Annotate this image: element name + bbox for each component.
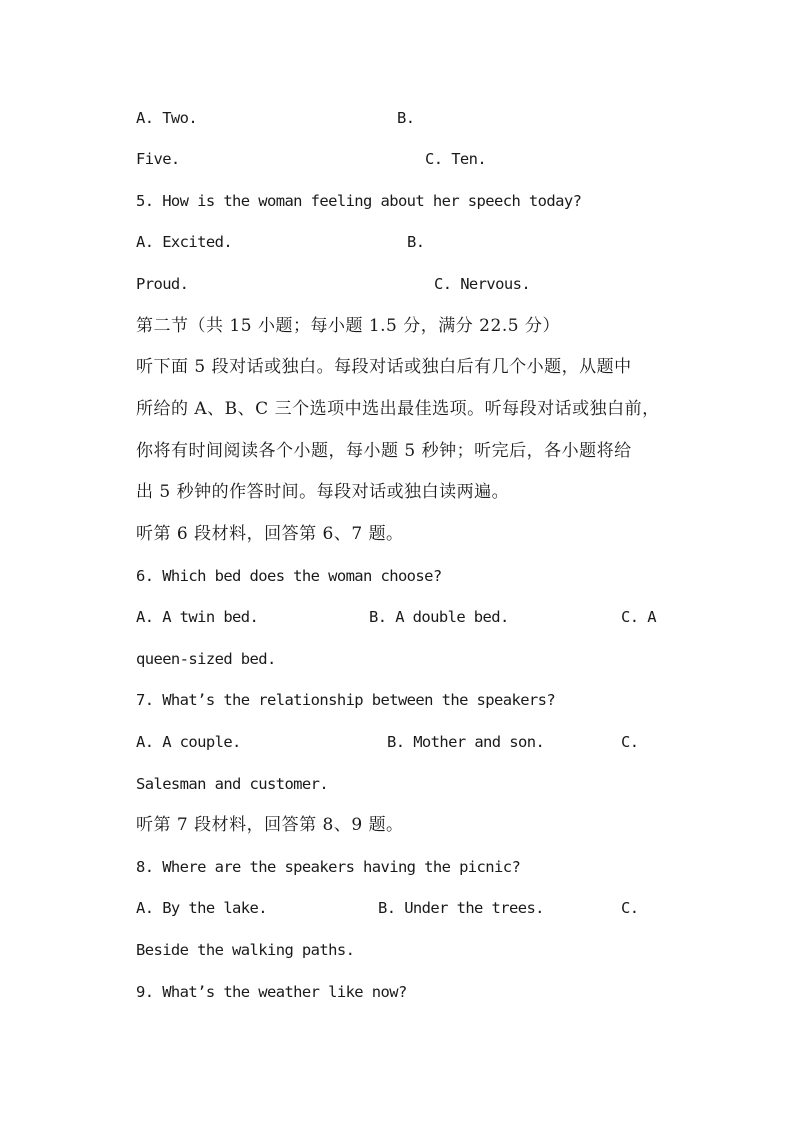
q4-option-b-label: B. bbox=[397, 109, 415, 127]
passage-7-heading: 听第 7 段材料，回答第 8、9 题。 bbox=[136, 815, 404, 835]
q8-option-c-label: C. bbox=[621, 899, 639, 917]
q7-option-b: B. Mother and son. bbox=[387, 733, 545, 751]
instructions-line-4: 出 5 秒钟的作答时间。每段对话或独白读两遍。 bbox=[136, 482, 510, 502]
q6-option-c-text: queen-sized bed. bbox=[136, 650, 276, 668]
q6-option-c-label: C. A bbox=[621, 608, 656, 626]
q7-option-c-label: C. bbox=[621, 733, 639, 751]
q6-question: 6. Which bed does the woman choose? bbox=[136, 567, 442, 585]
q5-question: 5. How is the woman feeling about her speech today? bbox=[136, 192, 582, 210]
passage-6-heading: 听第 6 段材料，回答第 6、7 题。 bbox=[136, 524, 404, 544]
instructions-line-3: 你将有时间阅读各个小题，每小题 5 秒钟；听完后，各小题将给 bbox=[136, 441, 632, 461]
q5-option-b-text: Proud. bbox=[136, 275, 189, 293]
section-2-heading: 第二节（共 15 小题；每小题 1.5 分，满分 22.5 分） bbox=[136, 316, 560, 336]
q5-option-a: A. Excited. bbox=[136, 233, 233, 251]
q4-option-a: A. Two. bbox=[136, 109, 198, 127]
q6-option-a: A. A twin bed. bbox=[136, 608, 259, 626]
q7-question: 7. What’s the relationship between the speakers? bbox=[136, 691, 556, 709]
q8-option-b: B. Under the trees. bbox=[378, 899, 544, 917]
q9-question: 9. What’s the weather like now? bbox=[136, 983, 407, 1001]
q8-option-a: A. By the lake. bbox=[136, 899, 267, 917]
q5-option-b-label: B. bbox=[407, 233, 425, 251]
q8-option-c-text: Beside the walking paths. bbox=[136, 941, 355, 959]
instructions-line-2: 所给的 A、B、C 三个选项中选出最佳选项。听每段对话或独白前， bbox=[136, 399, 660, 419]
instructions-line-1: 听下面 5 段对话或独白。每段对话或独白后有几个小题，从题中 bbox=[136, 357, 632, 377]
q6-option-b: B. A double bed. bbox=[369, 608, 509, 626]
q4-option-c: C. Ten. bbox=[425, 150, 487, 168]
q7-option-c-text: Salesman and customer. bbox=[136, 775, 329, 793]
q8-question: 8. Where are the speakers having the picnic? bbox=[136, 858, 521, 876]
q4-option-b-text: Five. bbox=[136, 150, 180, 168]
q7-option-a: A. A couple. bbox=[136, 733, 241, 751]
q5-option-c: C. Nervous. bbox=[434, 275, 531, 293]
